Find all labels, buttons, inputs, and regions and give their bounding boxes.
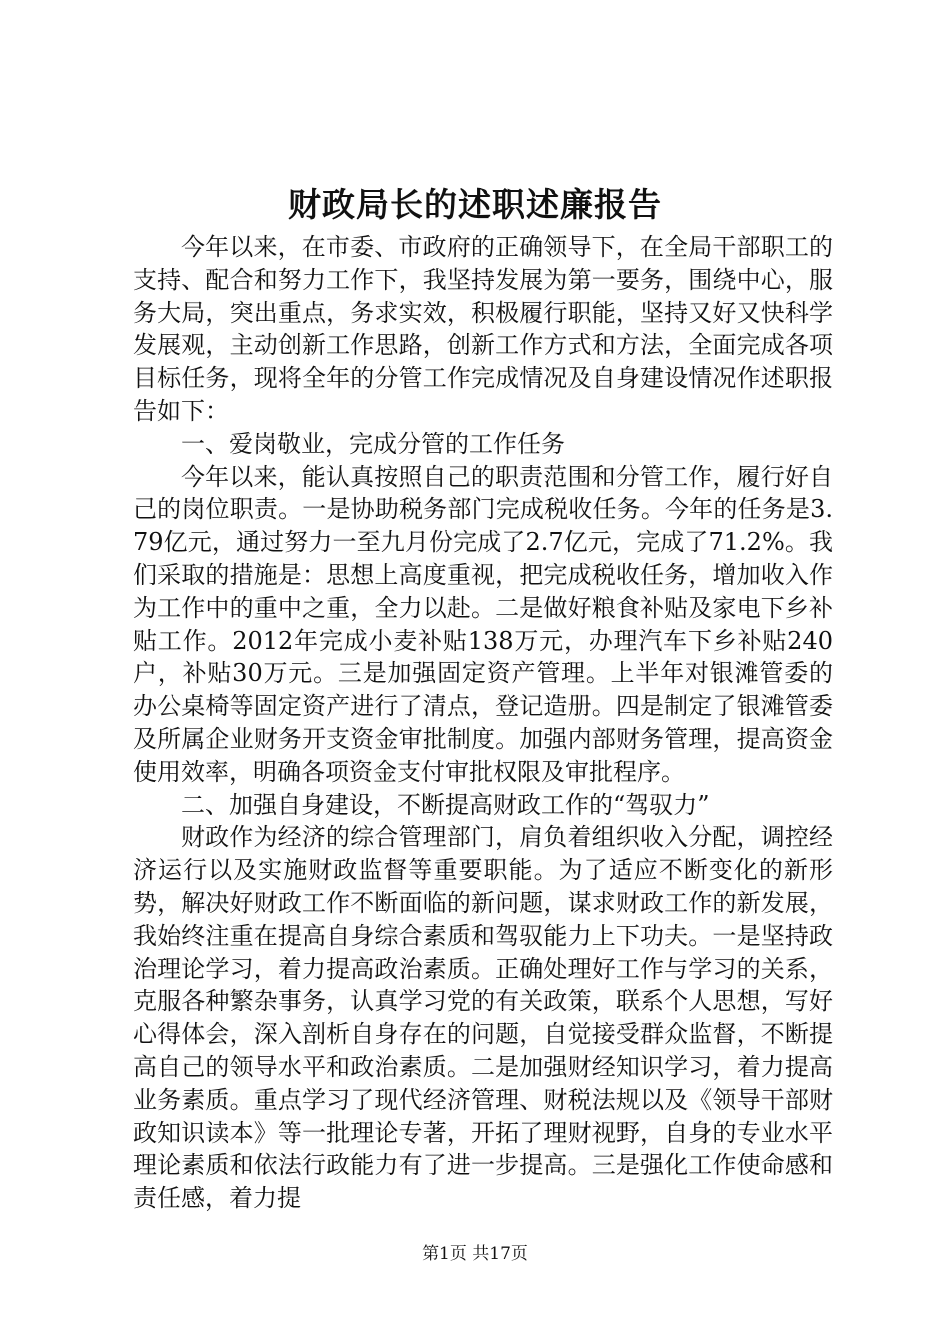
section-heading-2: 二、加强自身建设，不断提高财政工作的“驾驭力” [181, 790, 710, 819]
intro-paragraph: 今年以来，在市委、市政府的正确领导下，在全局干部职工的支持、配合和努力工作下，我坚持发展为第一要务，围绕中心，服务大局，突出重点，务求实效，积极履行职能，坚持又好又快科学发展观，主动创新工作思路，创新工作方式和方法，全面完成各项目标任务，现将全年的分管工作完成情况及自身建设情况作述职报告如下： [133, 233, 833, 425]
section-2-paragraph: 财政作为经济的综合管理部门，肩负着组织收入分配，调控经济运行以及实施财政监督等重要职能。为了适应不断变化的新形势，解决好财政工作不断面临的新问题，谋求财政工作的新发展，我始终注重在提高自身综合素质和驾驭能力上下功夫。一是坚持政治理论学习，着力提高政治素质。正确处理好工作与学习的关系，克服各种繁杂事务，认真学习党的有关政策，联系个人思想，写好心得体会，深入剖析自身存在的问题，自觉接受群众监督，不断提高自己的领导水平和政治素质。二是加强财经知识学习，着力提高业务素质。重点学习了现代经济管理、财税法规以及《领导干部财政知识读本》等一批理论专著，开拓了理财视野，自身的专业水平理论素质和依法行政能力有了进一步提高。三是强化工作使命感和责任感，着力提 [133, 823, 833, 1213]
document-body [133, 231, 833, 1215]
section-1-paragraph: 今年以来，能认真按照自己的职责范围和分管工作，履行好自己的岗位职责。一是协助税务部门完成税收任务。今年的任务是3.79亿元，通过努力一至九月份完成了2.7亿元，完成了71.2%。我们采取的措施是：思想上高度重视，把完成税收任务，增加收入作为工作中的重中之重，全力以赴。二是做好粮食补贴及家电下乡补贴工作。2012年完成小麦补贴138万元，办理汽车下乡补贴240户，补贴30万元。三是加强固定资产管理。上半年对银滩管委的办公桌椅等固定资产进行了清点，登记造册。四是制定了银滩管委及所属企业财务开支资金审批制度。加强内部财务管理，提高资金使用效率，明确各项资金支付审批权限及审批程序。 [133, 462, 833, 786]
document-title: 财政局长的述职述廉报告 [288, 185, 662, 224]
section-heading-1: 一、爱岗敬业，完成分管的工作任务 [181, 429, 565, 458]
page-number-footer: 第1页 共17页 [422, 1244, 528, 1264]
